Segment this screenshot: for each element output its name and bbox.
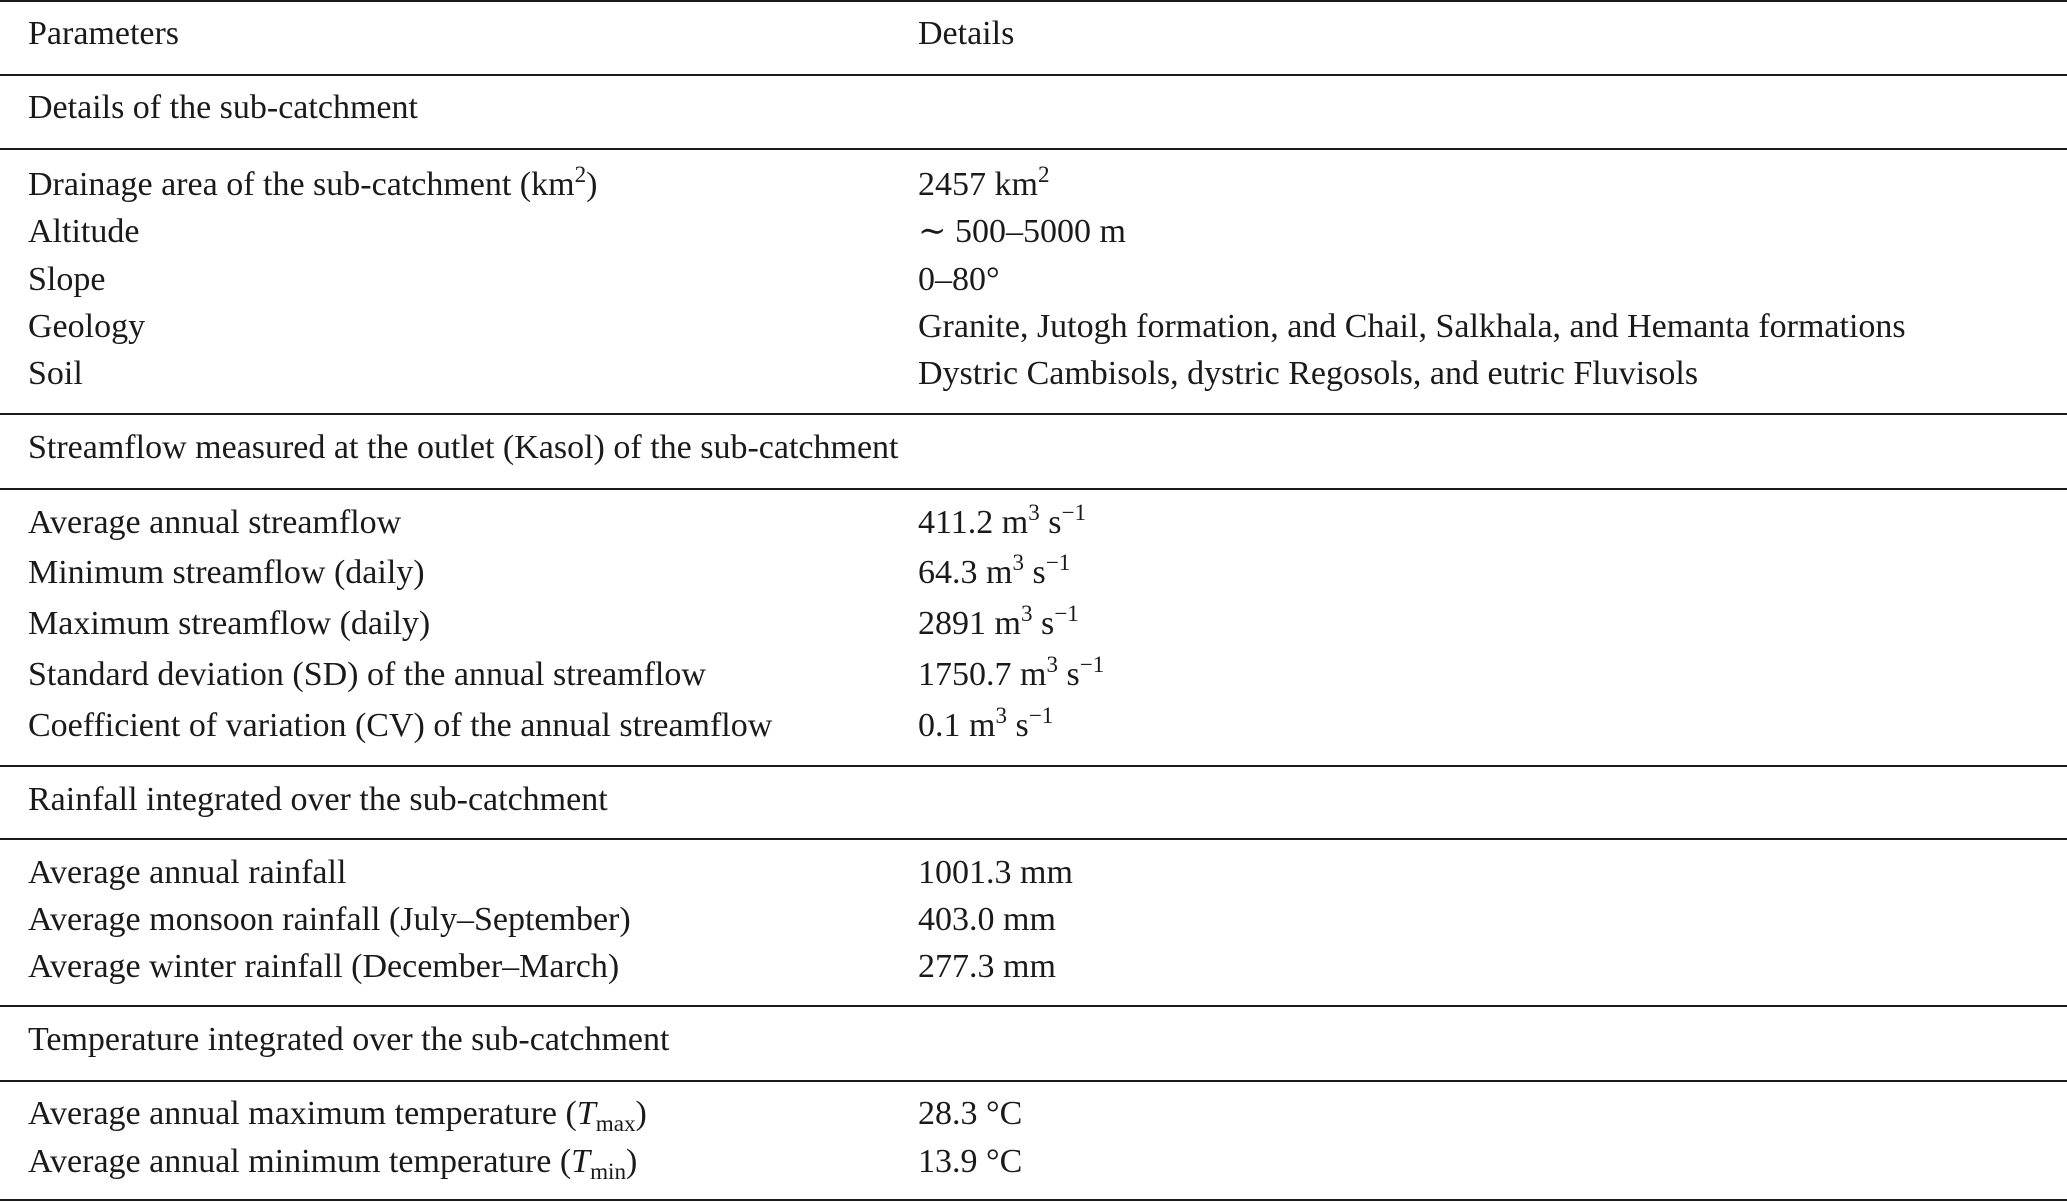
param-value: ∼ 500–5000 m	[918, 213, 1126, 250]
header-parameters: Parameters	[28, 15, 180, 52]
param-value: 277.3 mm	[918, 948, 1056, 985]
param-label: Average annual rainfall	[28, 854, 347, 891]
param-value: Granite, Jutogh formation, and Chail, Salkhala, and Hemanta formations	[918, 308, 1906, 345]
table-bottom-rule	[0, 1199, 2067, 1201]
param-label: Minimum streamflow (daily)	[28, 554, 425, 591]
section-rule	[0, 838, 2067, 840]
param-value: 2457 $km^2$	[918, 162, 1050, 203]
section-rule	[0, 1080, 2067, 1082]
section-rule	[0, 148, 2067, 150]
section-title: Rainfall integrated over the sub-catchment	[28, 781, 608, 818]
param-label: Geology	[28, 308, 146, 345]
section-title: Temperature integrated over the sub-catchment	[28, 1021, 670, 1058]
param-value: 1750.7 $m^3$ $s^{-1}$	[918, 652, 1105, 693]
param-label: Average annual minimum temperature $(T_{min})$	[28, 1143, 638, 1185]
param-value: 0–80°	[918, 261, 1000, 298]
section-rule	[0, 1005, 2067, 1007]
param-value: 0.1 $m^3$ $s^{-1}$	[918, 703, 1054, 744]
param-value: Dystric Cambisols, dystric Regosols, and eutric Fluvisols	[918, 355, 1699, 392]
param-label: Altitude	[28, 213, 140, 250]
param-label: Soil	[28, 355, 83, 392]
param-value: 411.2 $m^3$ $s^{-1}$	[918, 500, 1087, 541]
section-rule	[0, 765, 2067, 767]
param-value: 64.3 $m^3$ $s^{-1}$	[918, 550, 1071, 591]
param-label: Slope	[28, 261, 106, 298]
param-label: Standard deviation (SD) of the annual streamflow	[28, 656, 706, 693]
param-label: Drainage area of the sub-catchment $(km^2)$	[28, 162, 598, 203]
param-label: Average winter rainfall (December–March)	[28, 948, 620, 985]
param-value: 13.9 °C	[918, 1143, 1023, 1180]
param-label: Maximum streamflow (daily)	[28, 605, 431, 642]
param-value: 403.0 mm	[918, 901, 1056, 938]
param-label: Average annual maximum temperature $(T_{max})$	[28, 1095, 647, 1137]
section-rule	[0, 488, 2067, 490]
param-value: 28.3 °C	[918, 1095, 1023, 1132]
header-rule	[0, 74, 2067, 76]
section-title: Streamflow measured at the outlet (Kasol) of the sub-catchment	[28, 429, 899, 466]
param-value: 2891 $m^3$ $s^{-1}$	[918, 601, 1079, 642]
param-label: Average annual streamflow	[28, 504, 402, 541]
param-label: Average monsoon rainfall (July–September)	[28, 901, 631, 938]
table-top-rule	[0, 0, 2067, 2]
section-rule	[0, 413, 2067, 415]
param-value: 1001.3 mm	[918, 854, 1073, 891]
param-label: Coefficient of variation (CV) of the annual streamflow	[28, 707, 773, 744]
header-details: Details	[918, 15, 1015, 52]
section-title: Details of the sub-catchment	[28, 89, 418, 126]
